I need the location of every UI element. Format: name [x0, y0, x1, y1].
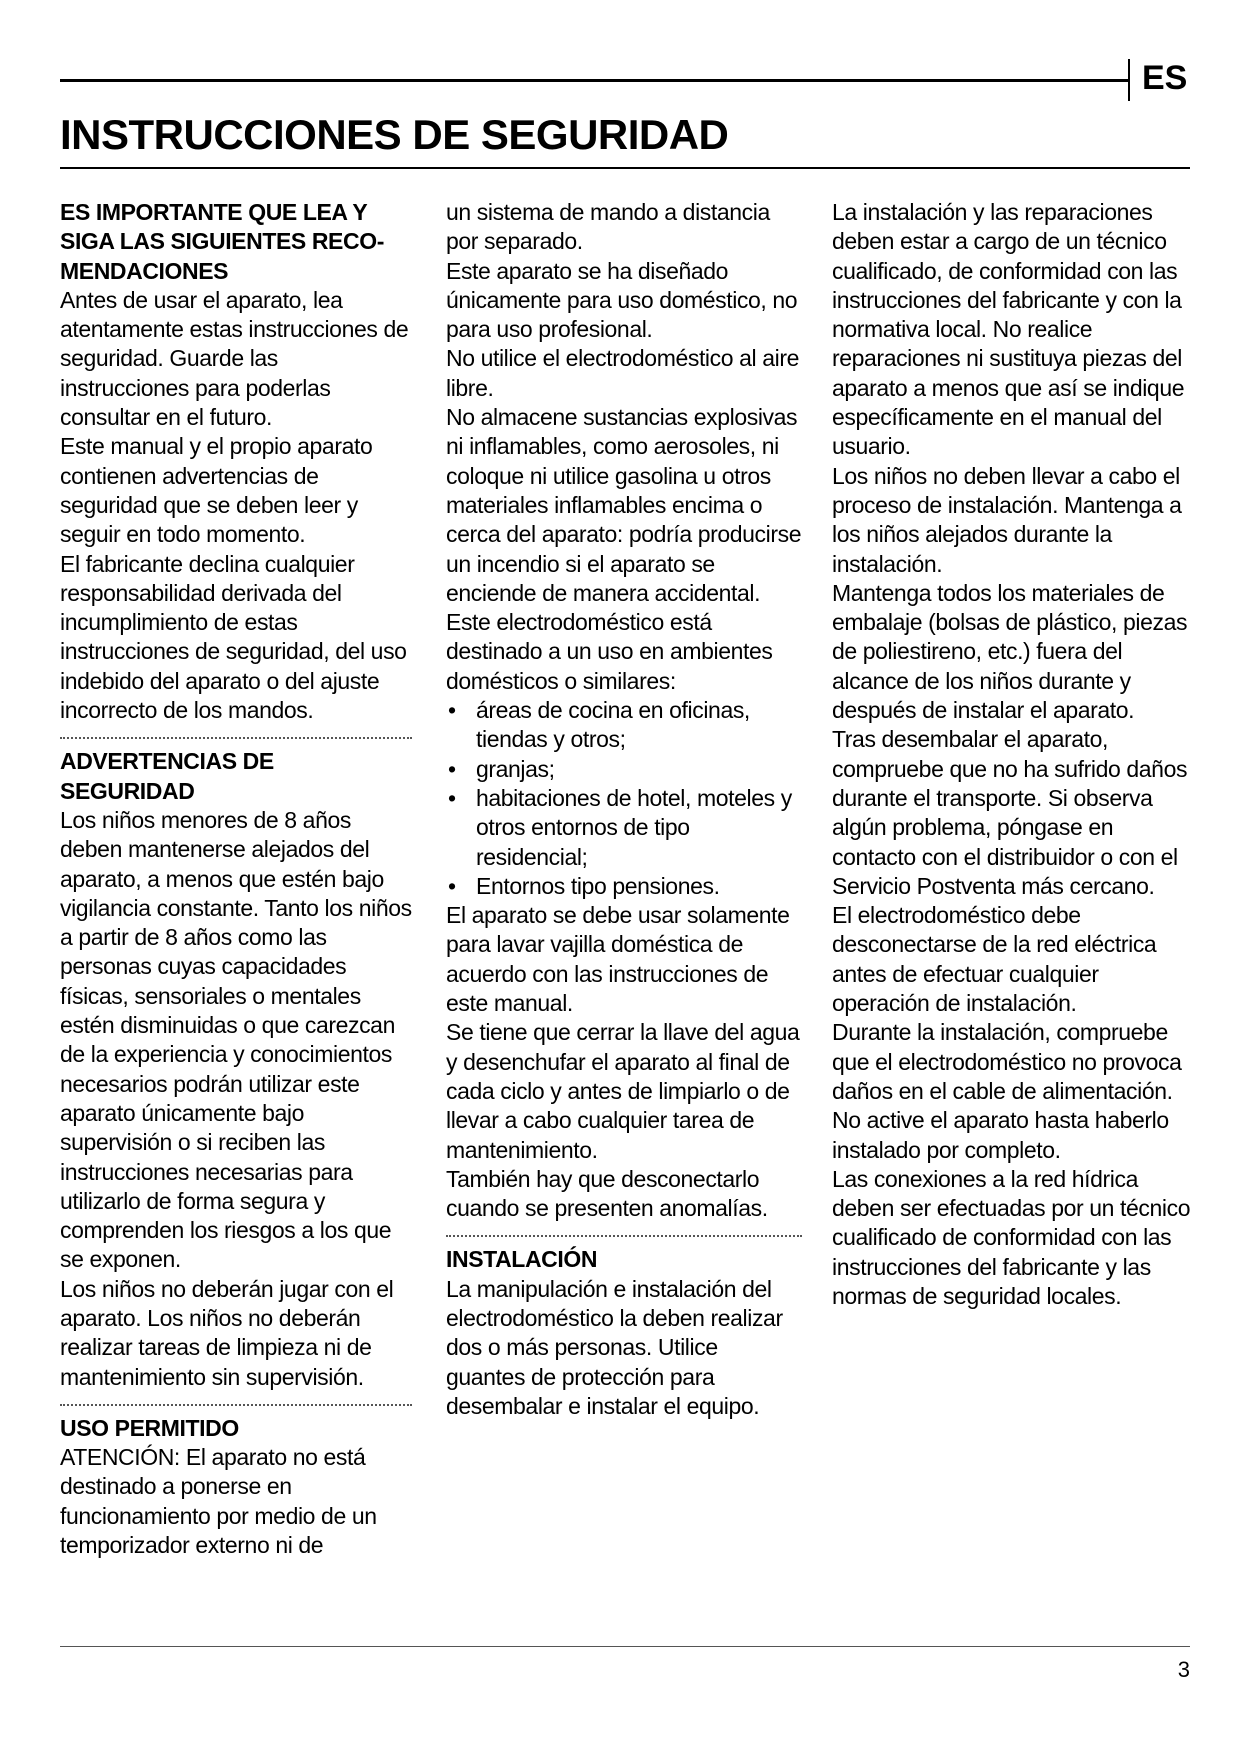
dotted-separator	[60, 1404, 412, 1406]
section-heading-safety-warnings: ADVERTENCIAS DE SEGURIDAD	[60, 748, 274, 804]
paragraph: La manipulación e instalación del electrodoméstico la deben realizar dos o más personas. Utilice guantes de protección para desembalar e instalar el equipo.	[446, 1275, 783, 1419]
section-heading-permitted-use: USO PERMITIDO	[60, 1414, 239, 1441]
header-rule-tick	[1128, 59, 1130, 101]
list-item: • Entornos tipo pensiones.	[446, 872, 802, 901]
dotted-separator	[446, 1235, 802, 1237]
paragraph: Los niños no deberán jugar con el aparato. Los niños no deberán realizar tareas de limpieza ni de mantenimiento sin supervisión.	[60, 1275, 394, 1390]
paragraph: No utilice el electrodoméstico al aire libre.	[446, 345, 799, 401]
paragraph: Tras desembalar el aparato, compruebe que no ha sufrido daños durante el transporte. Si observa algún problema, póngase en contacto con el distribuidor o con el Servicio Postventa más cercano.	[832, 726, 1188, 899]
paragraph: El aparato se debe usar solamente para lavar vajilla doméstica de acuerdo con las instrucciones de este manual.	[446, 902, 790, 1017]
environment-list	[446, 696, 802, 901]
paragraph: Las conexiones a la red hídrica deben ser efectuadas por un técnico cualificado de conformidad con las instrucciones del fabricante y las normas de seguridad locales.	[832, 1165, 1191, 1309]
paragraph: Los niños menores de 8 años deben mantenerse alejados del aparato, a menos que estén bajo vigilancia constante. Tanto los niños a partir de 8 años como las personas cuyas capacidades físicas, sensoriales o mentales estén disminuidas o que carezcan de la experiencia y conocimientos necesarios podrán utilizar este aparato únicamente bajo supervisión o si reciben las instrucciones necesarias para utilizarlo de forma segura y comprenden los riesgos a los que se exponen.	[60, 806, 412, 1273]
paragraph: No almacene sustancias explosivas ni inflamables, como aerosoles, ni coloque ni utilice gasolina u otros materiales inflamables encima o cerca del aparato: podría producirse un incendio si el aparato se enciende de manera accidental.	[446, 404, 802, 606]
section-heading-installation: INSTALACIÓN	[446, 1246, 598, 1273]
footer-rule	[60, 1646, 1190, 1647]
paragraph: Este electrodoméstico está destinado a un uso en ambientes domésticos o similares:	[446, 609, 773, 694]
header-rule	[60, 79, 1130, 82]
title-rule	[60, 167, 1190, 169]
page-title: INSTRUCCIONES DE SEGURIDAD	[60, 111, 729, 158]
paragraph: Antes de usar el aparato, lea atentamente estas instrucciones de seguridad. Guarde las instrucciones para poderlas consultar en el futuro.	[60, 286, 409, 431]
page-number: 3	[1177, 1657, 1190, 1682]
paragraph: Durante la instalación, compruebe que el electrodoméstico no provoca daños en el cable de alimentación.	[832, 1019, 1182, 1104]
list-item: • áreas de cocina en oficinas, tiendas y otros;	[446, 696, 802, 755]
paragraph: También hay que desconectarlo cuando se presenten anomalías.	[446, 1165, 768, 1222]
paragraph: No active el aparato hasta haberlo instalado por completo.	[832, 1107, 1169, 1163]
list-item: • habitaciones de hotel, moteles y otros entornos de tipo residencial;	[446, 784, 802, 872]
dotted-separator	[60, 737, 412, 739]
paragraph: ATENCIÓN: El aparato no está destinado a ponerse en funcionamiento por medio de un temporizador externo ni de	[60, 1444, 377, 1559]
column-1	[60, 198, 412, 1560]
paragraph: Se tiene que cerrar la llave del agua y desenchufar el aparato al final de cada ciclo y antes de limpiarlo o de llevar a cabo cualquier tarea de mantenimiento.	[446, 1019, 800, 1163]
language-code: ES	[1142, 59, 1188, 97]
section-heading-recommendations: ES IMPORTANTE QUE LEA Y SIGA LAS SIGUIENTES RECO-MENDACIONES	[60, 199, 384, 284]
paragraph: Mantenga todos los materiales de embalaje (bolsas de plástico, piezas de poliestireno, etc.) fuera del alcance de los niños durante y después de instalar el aparato.	[832, 579, 1188, 724]
paragraph: Este manual y el propio aparato contienen advertencias de seguridad que se deben leer y seguir en todo momento.	[60, 433, 373, 548]
column-2	[446, 198, 802, 1421]
paragraph: Este aparato se ha diseñado únicamente para uso doméstico, no para uso profesional.	[446, 257, 798, 343]
paragraph: un sistema de mando a distancia por separado.	[446, 199, 770, 255]
paragraph: El electrodoméstico debe desconectarse de la red eléctrica antes de efectuar cualquier operación de instalación.	[832, 902, 1157, 1017]
list-item: • granjas;	[446, 755, 802, 784]
paragraph: La instalación y las reparaciones deben estar a cargo de un técnico cualificado, de conformidad con las instrucciones del fabricante y con la normativa local. No realice reparaciones ni sustituya piezas del aparato a menos que así se indique específicamente en el manual del usuario.	[832, 199, 1185, 460]
paragraph: El fabricante declina cualquier responsabilidad derivada del incumplimiento de estas instrucciones de seguridad, del uso indebido del aparato o del ajuste incorrecto de los mandos.	[60, 550, 407, 724]
column-3	[832, 198, 1194, 1311]
paragraph: Los niños no deben llevar a cabo el proceso de instalación. Mantenga a los niños alejados durante la instalación.	[832, 462, 1182, 577]
